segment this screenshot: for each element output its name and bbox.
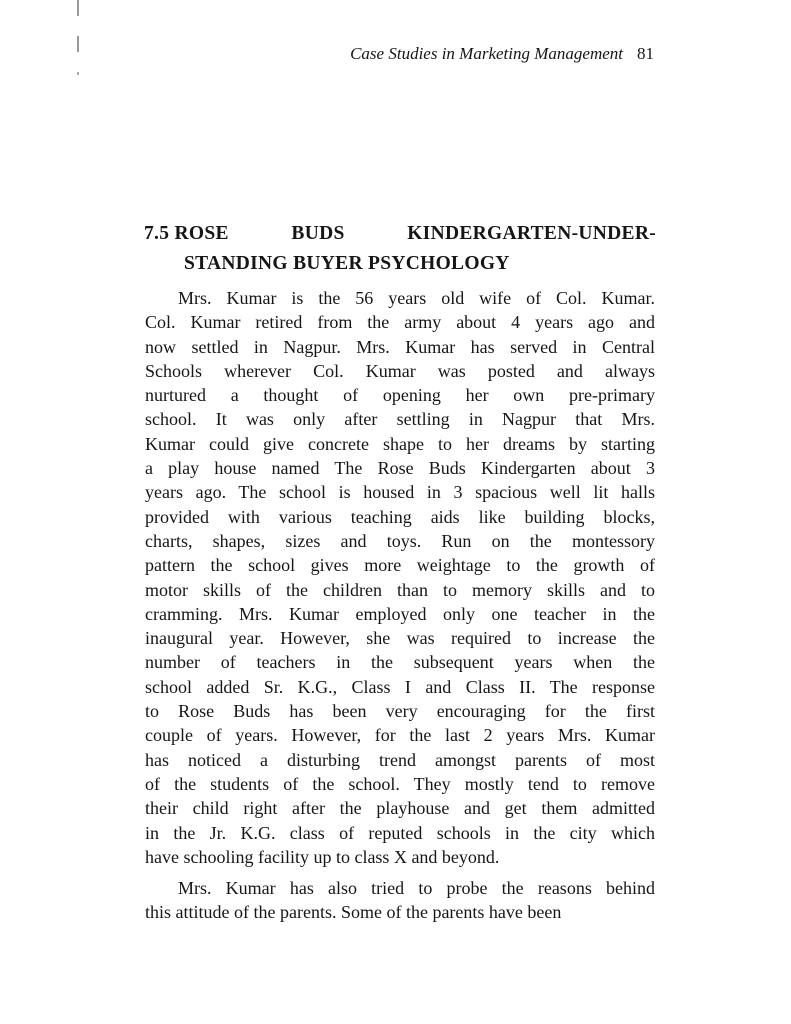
text-line: motor skills of the children than to memory skills and to <box>145 579 655 600</box>
body-text <box>145 286 655 925</box>
text-line: has noticed a disturbing trend amongst parents of most <box>145 749 655 770</box>
text-line: inaugural year. However, she was required to increase the <box>145 628 655 649</box>
scan-edge-mark <box>77 0 79 16</box>
text-line: Col. Kumar retired from the army about 4 years ago and <box>145 312 655 333</box>
text-line: their child right after the playhouse and get them admitted <box>145 798 655 819</box>
section-number: 7.5 <box>144 223 170 244</box>
heading-word: ROSE <box>174 223 229 244</box>
text-line: to Rose Buds has been very encouraging for the first <box>145 701 655 722</box>
text-line: Mrs. Kumar is the 56 years old wife of Col. Kumar. <box>178 288 655 308</box>
text-line: Kumar could give concrete shape to her dreams by starting <box>145 433 655 454</box>
text-line: years ago. The school is housed in 3 spacious well lit halls <box>145 482 655 503</box>
scan-edge-mark <box>77 36 79 52</box>
text-line: provided with various teaching aids like building blocks, <box>145 506 655 527</box>
paragraph <box>145 876 655 925</box>
text-line: number of teachers in the subsequent years when the <box>145 652 655 673</box>
text-line: pattern the school gives more weightage to the growth of <box>145 555 655 576</box>
running-title: Case Studies in Marketing Management <box>350 44 623 63</box>
text-line: cramming. Mrs. Kumar employed only one teacher in the <box>145 603 655 624</box>
text-line: now settled in Nagpur. Mrs. Kumar has served in Central <box>145 336 655 357</box>
running-header <box>350 44 654 64</box>
text-line: Schools wherever Col. Kumar was posted and always <box>145 360 655 381</box>
section-heading-line-1 <box>144 219 656 249</box>
section-heading-line-2: STANDING BUYER PSYCHOLOGY <box>184 253 510 274</box>
text-line: a play house named The Rose Buds Kindergarten about 3 <box>145 458 655 479</box>
text-line: school added Sr. K.G., Class I and Class II. The response <box>145 676 655 697</box>
text-line: Mrs. Kumar has also tried to probe the reasons behind <box>178 878 655 899</box>
paragraph <box>145 286 655 869</box>
text-line: in the Jr. K.G. class of reputed schools in the city which <box>145 822 655 843</box>
scan-speck <box>77 72 79 75</box>
text-line: charts, shapes, sizes and toys. Run on the montessory <box>145 530 655 551</box>
section-number-and-word <box>144 219 229 249</box>
text-line: this attitude of the parents. Some of the parents have been <box>145 902 562 923</box>
section-heading <box>144 219 656 279</box>
text-line: of the students of the school. They mostly tend to remove <box>145 773 655 794</box>
heading-word: BUDS <box>291 223 345 244</box>
text-line: have schooling facility up to class X and beyond. <box>145 846 500 867</box>
text-line: couple of years. However, for the last 2 years Mrs. Kumar <box>145 725 655 746</box>
text-line: nurtured a thought of opening her own pre-primary <box>145 385 655 406</box>
page-number: 81 <box>637 44 654 63</box>
heading-word: KINDERGARTEN-UNDER- <box>407 223 656 244</box>
text-line: school. It was only after settling in Nagpur that Mrs. <box>145 409 655 430</box>
